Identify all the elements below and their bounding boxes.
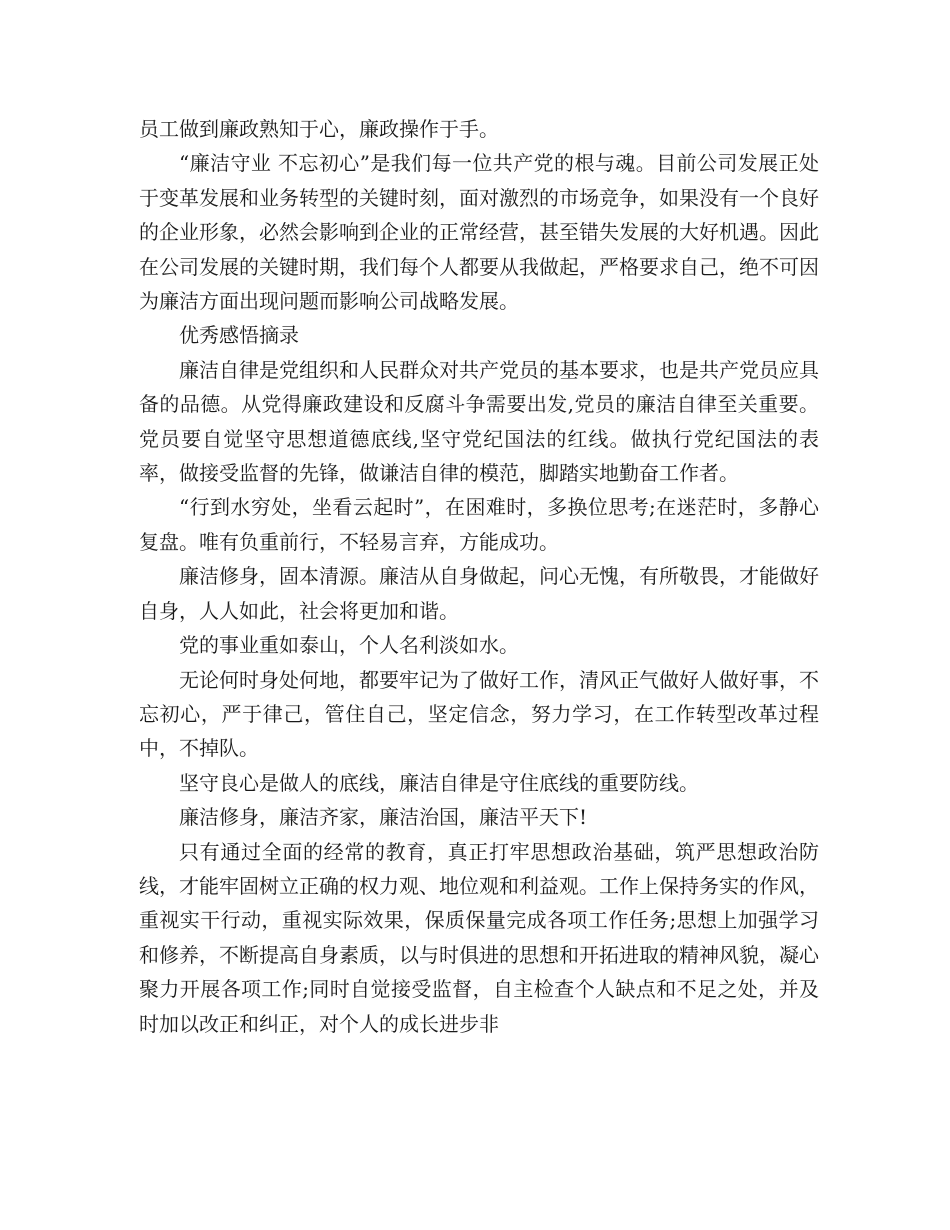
paragraph: 无论何时身处何地，都要牢记为了做好工作，清风正气做好人做好事，不忘初心，严于律己，管住自己，坚定信念，努力学习，在工作转型改革过程中，不掉队。 xyxy=(139,667,819,761)
paragraph: 廉洁自律是党组织和人民群众对共产党员的基本要求，也是共产党员应具备的品德。从党得廉政建设和反腐斗争需要出发,党员的廉洁自律至关重要。党员要自觉坚守思想道德底线,坚守党纪国法的红线。做执行党纪国法的表率，做接受监督的先锋，做谦洁自律的模范，脚踏实地勤奋工作者。 xyxy=(139,357,819,486)
paragraph: 廉洁修身，廉洁齐家，廉洁治国，廉洁平天下! xyxy=(179,805,588,830)
section-heading: 优秀感悟摘录 xyxy=(179,323,299,348)
paragraph: 党的事业重如泰山，个人名利淡如水。 xyxy=(179,633,519,658)
paragraph: “行到水穷处，坐看云起时”，在困难时，多换位思考;在迷茫时，多静心复盘。唯有负重前行，不轻易言弃，方能成功。 xyxy=(139,495,819,554)
paragraph: 只有通过全面的经常的教育，真正打牢思想政治基础，筑严思想政治防线，才能牢固树立正确的权力观、地位观和利益观。工作上保持务实的作风，重视实干行动，重视实际效果，保质保量完成各项工作任务;思想上加强学习和修养，不断提高自身素质，以与时俱进的思想和开拓进取的精神风貌，凝心聚力开展各项工作;同时自觉接受监督，自主检查个人缺点和不足之处，并及时加以改正和纠正，对个人的成长进步非 xyxy=(139,839,819,1036)
paragraph: 廉洁修身，固本清源。廉洁从自身做起，问心无愧，有所敬畏，才能做好自身，人人如此，社会将更加和谐。 xyxy=(139,564,819,623)
paragraph: 员工做到廉政熟知于心，廉政操作于手。 xyxy=(139,117,499,141)
paragraph: “廉洁守业 不忘初心”是我们每一位共产党的根与魂。目前公司发展正处于变革发展和业务转型的关键时刻，面对激烈的市场竞争，如果没有一个良好的企业形象，必然会影响到企业的正常经营，甚至错失发展的大好机遇。因此在公司发展的关键时期，我们每个人都要从我做起，严格要求自己，绝不可因为廉洁方面出现问题而影响公司战略发展。 xyxy=(139,151,819,314)
paragraph: 坚守良心是做人的底线，廉洁自律是守住底线的重要防线。 xyxy=(179,770,699,795)
document-body xyxy=(139,112,819,1041)
